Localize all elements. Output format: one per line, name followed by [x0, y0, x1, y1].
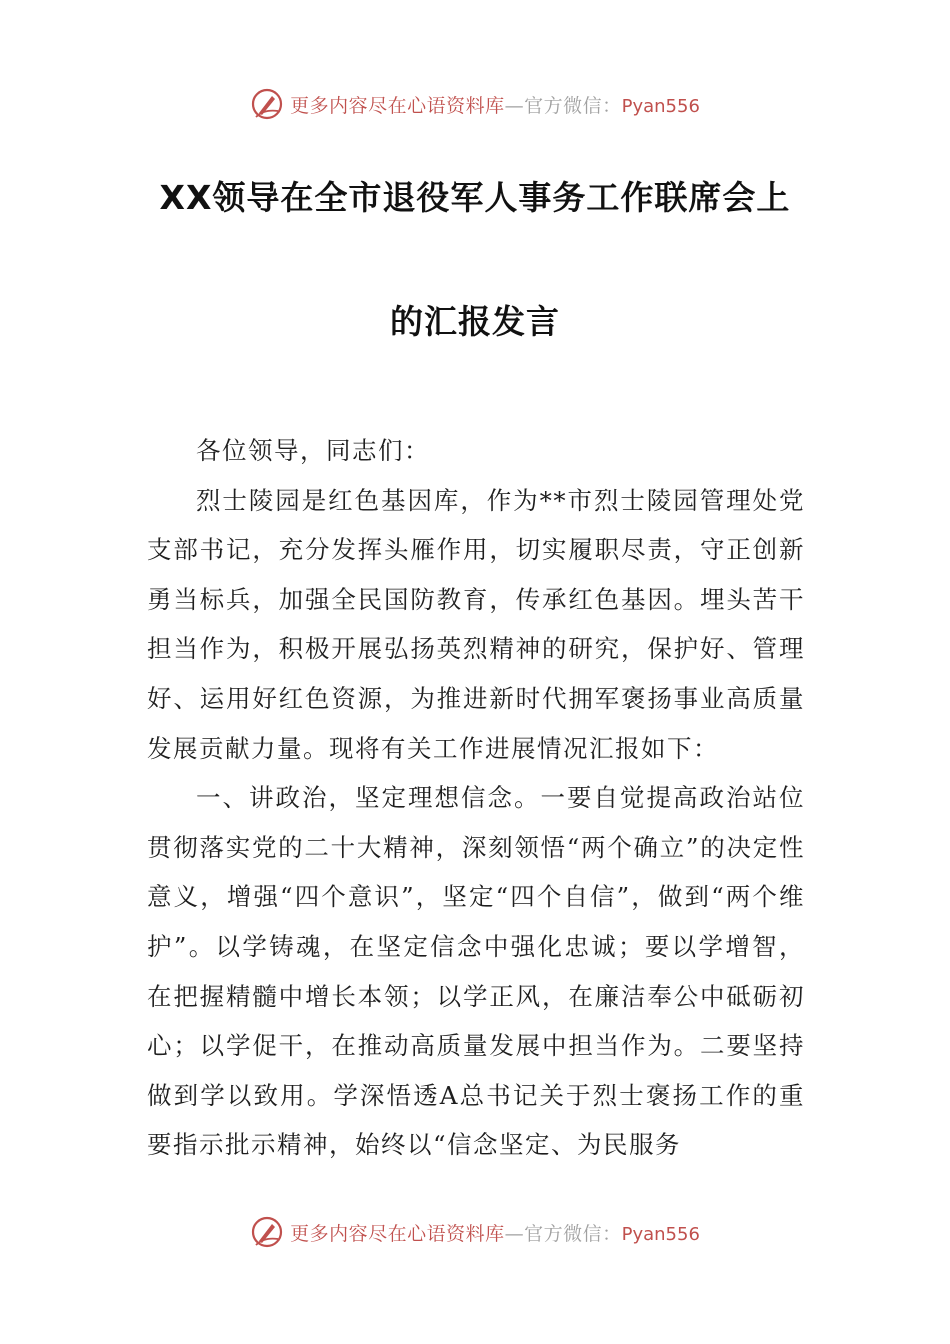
pen-circle-logo-icon [250, 87, 284, 121]
document-body [147, 426, 805, 1170]
banner-text [290, 91, 700, 118]
pen-circle-logo-icon [250, 1215, 284, 1249]
banner-text [290, 1219, 700, 1246]
banner-wechat-label: —官方微信： [504, 1222, 622, 1245]
greeting-paragraph: 各位领导，同志们： [196, 436, 430, 465]
banner-wechat-id: Pyan556 [621, 95, 700, 117]
header-banner [0, 84, 950, 124]
body-paragraph-2: 一、讲政治，坚定理想信念。一要自觉提高政治站位贯彻落实党的二十大精神，深刻领悟“两个确立”的决定性意义，增强“四个意识”，坚定“四个自信”，做到“两个维护”。以学铸魂，在坚定信念中强化忠诚；要以学增智，在把握精髓中增长本领；以学正风，在廉洁奉公中砥砺初心；以学促干，在推动高质量发展中担当作为。二要坚持做到学以致用。学深悟透A总书记关于烈士褒扬工作的重要指示批示精神，始终以“信念坚定、为民服务 [147, 783, 805, 1160]
document-title-line2: 的汇报发言 [390, 302, 560, 341]
banner-wechat-id: Pyan556 [621, 1223, 700, 1245]
document-title-line1: XX领导在全市退役军人事务工作联席会上 [159, 178, 791, 217]
body-paragraph-1: 烈士陵园是红色基因库，作为**市烈士陵园管理处党支部书记，充分发挥头雁作用，切实履职尽责，守正创新勇当标兵，加强全民国防教育，传承红色基因。埋头苦干担当作为，积极开展弘扬英烈精神的研究，保护好、管理好、运用好红色资源，为推进新时代拥军褒扬事业高质量发展贡献力量。现将有关工作进展情况汇报如下： [147, 485, 805, 763]
footer-banner [0, 1212, 950, 1252]
banner-wechat-label: —官方微信： [504, 94, 622, 117]
banner-site-name: 更多内容尽在心语资料库 [290, 94, 505, 117]
banner-site-name: 更多内容尽在心语资料库 [290, 1222, 505, 1245]
